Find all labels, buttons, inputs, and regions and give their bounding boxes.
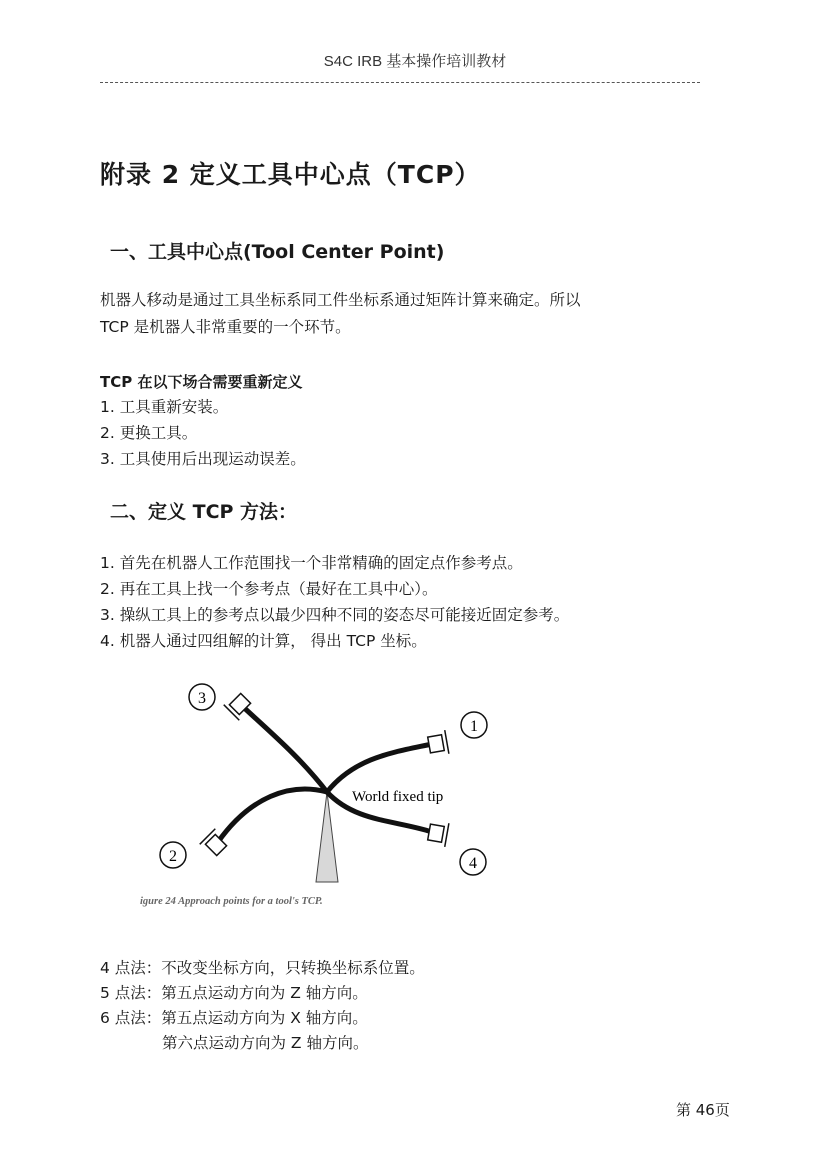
world-fixed-tip-label: World fixed tip (352, 789, 444, 805)
tool-arm-3 (240, 704, 327, 792)
tool-head-3 (224, 691, 254, 721)
intro-paragraph (100, 287, 581, 341)
tool-head-4 (427, 820, 449, 847)
position-label-3 (189, 684, 215, 710)
tool-head-1 (427, 730, 449, 757)
tcp-approach-figure (140, 672, 540, 912)
list-item: 1. 首先在机器人工作范围找一个非常精确的固定点作参考点。 (100, 554, 523, 572)
tool-arm-2 (218, 789, 327, 842)
list-item: 3. 操纵工具上的参考点以最少四种不同的姿态尽可能接近固定参考。 (100, 606, 570, 624)
method-line: 6 点法：第五点运动方向为 X 轴方向。 (100, 1009, 368, 1027)
redefine-subheading: TCP 在以下场合需要重新定义 (100, 373, 303, 391)
list-item: 3. 工具使用后出现运动误差。 (100, 450, 306, 468)
svg-text:4: 4 (469, 855, 477, 872)
method-steps-list (100, 550, 569, 654)
position-label-2 (160, 842, 186, 868)
svg-text:3: 3 (198, 690, 206, 707)
page-title: 附录 2 定义工具中心点（TCP） (100, 160, 481, 189)
position-label-4 (460, 849, 486, 875)
running-header: S4C IRB 基本操作培训教材 (323, 53, 507, 70)
list-item: 2. 再在工具上找一个参考点（最好在工具中心）。 (100, 580, 438, 598)
page-number: 第 46页 (676, 1101, 730, 1119)
redefine-list (100, 394, 306, 472)
list-item: 2. 更换工具。 (100, 424, 198, 442)
section-heading-method: 二、定义 TCP 方法： (110, 501, 298, 523)
header-divider (100, 82, 700, 83)
method-line: 5 点法：第五点运动方向为 Z 轴方向。 (100, 984, 368, 1002)
intro-line-1: 机器人移动是通过工具坐标系同工件坐标系通过矩阵计算来确定。所以 (100, 291, 581, 309)
tool-arm-1 (327, 744, 432, 792)
method-line: 第六点运动方向为 Z 轴方向。 (100, 1034, 369, 1052)
svg-text:2: 2 (169, 848, 177, 865)
figure-caption: igure 24 Approach points for a tool's TCP. (140, 896, 323, 907)
section-heading-tcp: 一、工具中心点(Tool Center Point) (110, 241, 445, 263)
fixed-tip-cone (316, 792, 338, 882)
list-item: 4. 机器人通过四组解的计算， 得出 TCP 坐标。 (100, 632, 427, 650)
method-line: 4 点法：不改变坐标方向，只转换坐标系位置。 (100, 959, 425, 977)
point-methods (100, 956, 425, 1056)
list-item: 1. 工具重新安装。 (100, 398, 229, 416)
svg-text:1: 1 (470, 718, 478, 735)
intro-line-2: TCP 是机器人非常重要的一个环节。 (100, 318, 351, 336)
position-label-1 (461, 712, 487, 738)
